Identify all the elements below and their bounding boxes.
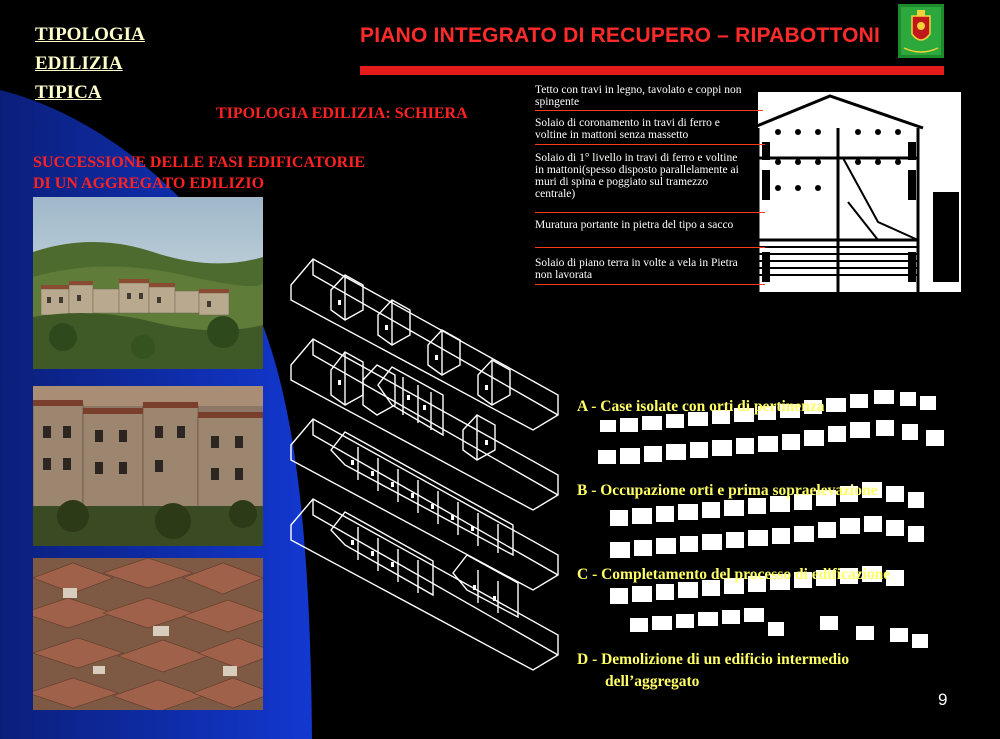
page-number: 9 <box>938 690 948 709</box>
legend-item-d: D - Demolizione di un edificio intermedio <box>577 651 850 668</box>
isometric-building-phases-drawing <box>283 255 583 675</box>
annotation-leader-line <box>535 284 765 285</box>
legend-item-b: B - Occupazione orti e prima sopraelevazione <box>577 482 878 499</box>
subtitle: TIPOLOGIA EDILIZIA: SCHIERA <box>216 105 468 122</box>
town-crest-icon <box>898 4 944 58</box>
legend-item-a: A - Case isolate con orti di pertinenza <box>577 398 825 415</box>
annotation-masonry: Muratura portante in pietra del tipo a sacco <box>535 219 734 231</box>
annotation-roof: Tetto con travi in legno, tavolato e coppi non spingente <box>535 84 742 108</box>
phases-heading <box>33 152 365 194</box>
annotation-first-floor: Solaio di 1° livello in travi di ferro e voltine in mattoni(spesso disposto parallelamente ai muri di spina e poggiato sul tramezzo centrale) <box>535 152 739 200</box>
phases-heading-line: DI UN AGGREGATO EDILIZIO <box>33 175 265 192</box>
section-label-line: TIPOLOGIA <box>35 24 145 45</box>
urban-block-plan-drawing <box>590 390 970 660</box>
photo-hillside-village <box>33 197 263 369</box>
page-title: PIANO INTEGRATO DI RECUPERO – RIPABOTTONI <box>360 24 881 47</box>
annotation-leader-line <box>535 247 765 248</box>
photo-rooftops <box>33 558 263 710</box>
phases-heading-line: SUCCESSIONE DELLE FASI EDIFICATORIE <box>33 154 366 171</box>
annotation-leader-line <box>535 212 765 213</box>
iso-phase-d <box>291 499 558 670</box>
iso-phase-c <box>291 419 558 590</box>
annotation-ground-floor: Solaio di piano terra in volte a vela in Pietra non lavorata <box>535 257 738 281</box>
annotation-leader-line <box>535 144 765 145</box>
annotation-leader-line <box>535 110 763 111</box>
photo-stone-facades <box>33 386 263 546</box>
legend-item-c: C - Completamento del processo di edificazione <box>577 566 891 583</box>
iso-phase-b <box>291 339 558 510</box>
annotation-crown-floor: Solaio di coronamento in travi di ferro e voltine in mattoni senza massetto <box>535 117 720 141</box>
legend-item-d-continued: dell’aggregato <box>605 673 700 690</box>
title-underline-bar <box>360 66 944 75</box>
section-label-line: TIPICA <box>35 82 102 103</box>
iso-phase-a <box>291 259 558 430</box>
section-label-line: EDILIZIA <box>35 53 123 74</box>
section-label <box>35 20 145 107</box>
